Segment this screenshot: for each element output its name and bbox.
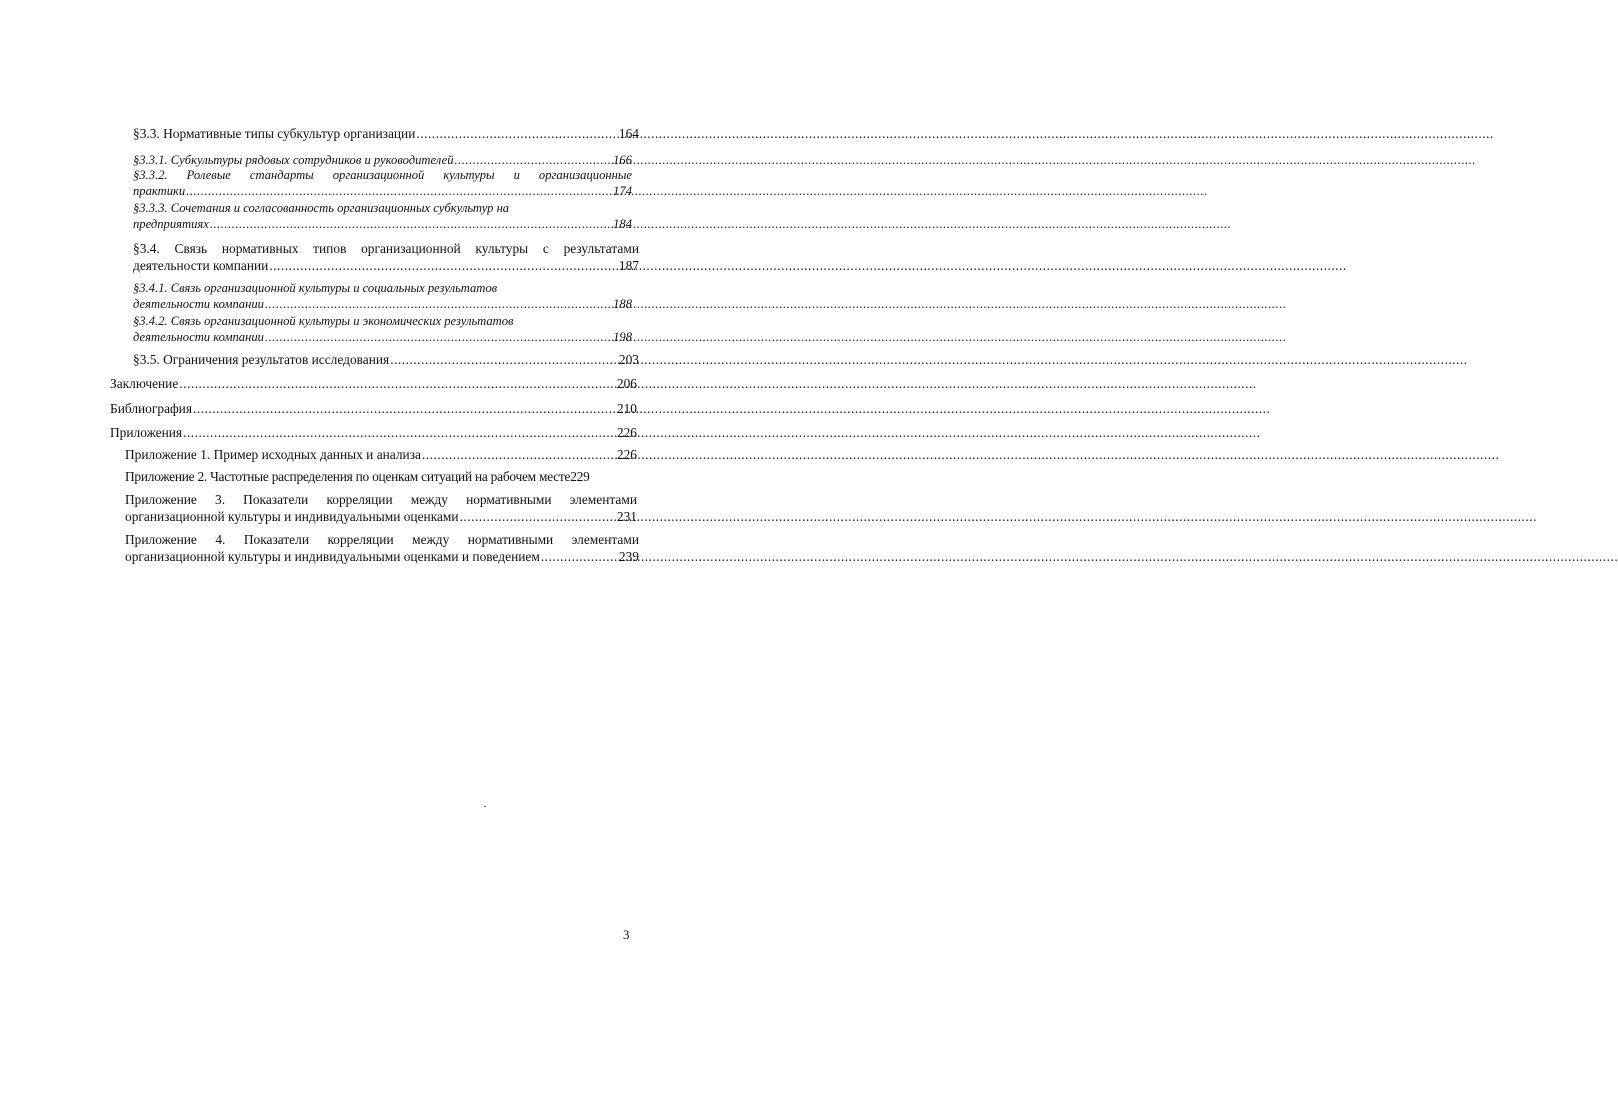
- toc-entry-appendix-1[interactable]: [125, 446, 637, 463]
- dot-leader: [179, 375, 616, 392]
- toc-page-number: 203: [618, 352, 639, 367]
- toc-entry-conclusion[interactable]: [110, 375, 637, 392]
- dot-leader: [269, 257, 618, 274]
- page-number: 3: [623, 927, 630, 942]
- toc-page-number: 226: [616, 447, 637, 462]
- toc-entry-title: Приложение 2. Частотные распределения по оценкам ситуаций на рабочем месте: [125, 469, 571, 484]
- toc-entry-3-4-2[interactable]: [133, 313, 632, 345]
- toc-page-number: 174: [613, 184, 632, 198]
- toc-entry-title: Приложения: [110, 425, 183, 440]
- toc-page-number: 184: [613, 217, 632, 231]
- toc-page-number: 198: [613, 330, 632, 344]
- dot-leader: [265, 296, 612, 312]
- toc-entry-appendix-2[interactable]: [125, 468, 645, 485]
- toc-entry-3-3-2[interactable]: [133, 167, 632, 199]
- toc-entry-title-line1: §3.3.2. Ролевые стандарты организационной культуры и организационные: [133, 168, 632, 182]
- toc-page-number: 226: [616, 425, 637, 440]
- toc-entry-title-line1: §3.3.3. Сочетания и согласованность организационных субкультур на: [133, 201, 510, 215]
- toc-entry-title-line2: организационной культуры и индивидуальными оценками и поведением: [125, 549, 540, 564]
- toc-entry-title: §3.3. Нормативные типы субкультур организации: [133, 126, 416, 141]
- toc-entry-title-line2: организационной культуры и индивидуальными оценками: [125, 509, 459, 524]
- dot-leader: [455, 152, 613, 168]
- toc-entry-title: §3.5. Ограничения результатов исследования: [133, 352, 390, 367]
- document-page: [0, 0, 733, 1100]
- toc-entry-title-line2: практики: [133, 184, 186, 198]
- toc-entry-title-line1: §3.4. Связь нормативных типов организационной культуры с результатами: [133, 241, 639, 256]
- dot-leader: [422, 446, 616, 463]
- toc-page-number: 239: [618, 549, 639, 564]
- toc-entry-title: Заключение: [110, 376, 179, 391]
- toc-entry-title-line2: деятельности компании: [133, 297, 264, 311]
- toc-page-number: 231: [616, 509, 637, 524]
- toc-entry-3-4[interactable]: [133, 240, 639, 274]
- toc-entry-appendices[interactable]: [110, 424, 637, 441]
- toc-entry-title: Приложение 1. Пример исходных данных и анализа: [125, 447, 421, 462]
- toc-entry-title-line1: Приложение 3. Показатели корреляции между нормативными элементами: [125, 492, 637, 507]
- dot-leader: [390, 351, 618, 368]
- toc-entry-title-line1: §3.4.1. Связь организационной культуры и социальных результатов: [133, 281, 498, 295]
- toc-entry-3-3-1[interactable]: [133, 152, 632, 168]
- toc-entry-3-4-1[interactable]: [133, 280, 632, 312]
- toc-entry-title-line1: §3.4.2. Связь организационной культуры и экономических результатов: [133, 314, 514, 328]
- toc-entry-appendix-3[interactable]: [125, 491, 637, 525]
- toc-entry-title: §3.3.1. Субкультуры рядовых сотрудников и руководителей: [133, 153, 454, 167]
- toc-entry-title: Библиография: [110, 401, 193, 416]
- toc-page-number: 229: [570, 469, 590, 484]
- toc-entry-title-line2: деятельности компании: [133, 330, 264, 344]
- toc-entry-title-line2: деятельности компании: [133, 258, 269, 273]
- toc-page-number: 164: [618, 126, 639, 141]
- toc-entry-title-line1: Приложение 4. Показатели корреляции между нормативными элементами: [125, 532, 639, 547]
- dot-leader: [265, 329, 612, 345]
- toc-entry-3-3[interactable]: [133, 125, 639, 142]
- toc-page-number: 166: [613, 153, 632, 167]
- dot-leader: [193, 400, 616, 417]
- toc-page-number: 206: [616, 376, 637, 391]
- toc-entry-3-5[interactable]: [133, 351, 639, 368]
- toc-page-number: 187: [618, 258, 639, 273]
- toc-page-number: 210: [616, 401, 637, 416]
- toc-page-number: 188: [613, 297, 632, 311]
- toc-entry-appendix-4[interactable]: [125, 531, 639, 565]
- dot-leader: [186, 183, 612, 199]
- dot-leader: [416, 125, 618, 142]
- dot-leader: [183, 424, 616, 441]
- dot-leader: [460, 508, 616, 525]
- toc-entry-bibliography[interactable]: [110, 400, 637, 417]
- toc-entry-3-3-3[interactable]: [133, 200, 632, 232]
- dot-leader: [541, 548, 618, 565]
- dot-leader: [210, 216, 612, 232]
- scan-speck: [484, 806, 486, 807]
- toc-entry-title-line2: предприятиях: [133, 217, 209, 231]
